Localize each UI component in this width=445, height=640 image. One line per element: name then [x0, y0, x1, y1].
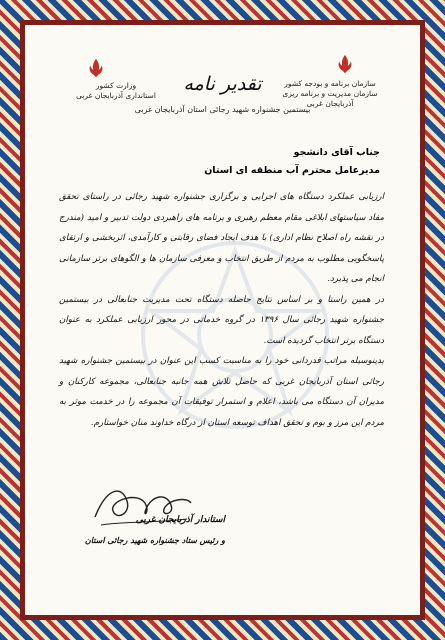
body-paragraph: ارزیابی عملکرد دستگاه های اجرایی و برگزاری جشنواره شهید رجائی در راستای تحقق مفاد سیاستهای ابلاغی مقام معظم رهبری و برنامه های راهبردی دولت تدبیر و امید (مندرج در نقشه راه اصلاح نظام اداری) با هدف ایجاد فضای رقابتی و کارآمدی، اثربخشی و ارتقای پاسخگویی مطلوب به مردم از طریق انتخاب و معرفی سازمان ها و الگوهای برتر سازمانی انجام می پذیرد.: [59, 192, 384, 284]
signatory-role: و رئیس ستاد جشنواره شهید رجائی استان: [84, 535, 225, 545]
festival-subtitle: بیستمین جشنواره شهید رجائی استان آذربایجان غربی: [134, 105, 311, 114]
body-paragraph: در همین راستا و بر اساس نتایج حاصله دستگاه تحت مدیریت جنابعالی در بیستمین جشنواره شهید رجائی سال ۱۳۹۶ در گروه خدماتی در محور ارزیابی عملکرد به عنوان دستگاه برتر انتخاب گردیده است.: [59, 294, 384, 346]
signatory-title: استاندار آذربایجان غربی: [135, 515, 225, 525]
certificate-paper: [25, 25, 420, 615]
handwritten-signature: [87, 477, 197, 539]
recipient-name: جناب آقای دانشجو: [293, 147, 380, 158]
right-organization-label: سازمان برنامه و بودجه کشور سازمان مدیریت و برنامه ریزی آذربایجان غربی: [282, 79, 378, 108]
left-organization-label: وزارت کشور استانداری آذربایجان غربی: [76, 81, 156, 100]
certificate-title: تقدیر نامه: [183, 73, 262, 95]
recipient-position: مدیرعامل محترم آب منطقه ای استان: [204, 165, 380, 176]
certificate-body: [59, 187, 384, 433]
iran-emblem-icon: [334, 53, 356, 75]
body-paragraph: بدینوسیله مراتب قدردانی خود را به مناسبت کسب این عنوان در بیستمین جشنواره شهید رجائی استان آذربایجان غربی که حاصل تلاش همه جانبه جنابعالی، مجموعه کارکنان و مدیران آن دستگاه می باشد، اعلام و استمرار توفیقات آن مجموعه را در خدمت موثر به مردم این مرز و بوم و تحقق اهداف توسعه استان از درگاه خداوند منان خواستارم.: [59, 356, 384, 428]
